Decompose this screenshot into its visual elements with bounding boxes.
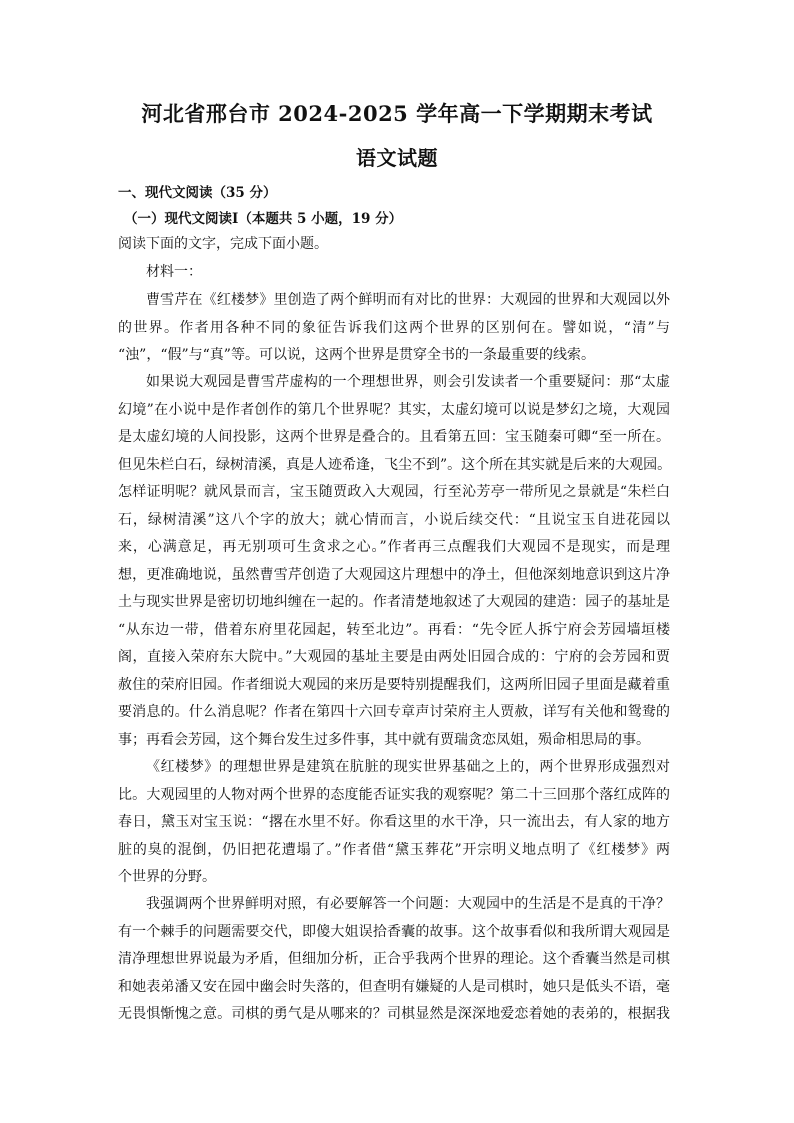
paragraph-line: 想，更准确地说，虽然曹雪芹创造了大观园这片理想中的净土，但他深刻地意识到这片净 [118,567,670,583]
paragraph-line: 事；再看会芳园，这个舞台发生过多件事，其中就有贾瑞贪恋凤姐，殒命相思局的事。 [118,732,650,748]
paragraph-line: 和她表弟潘又安在园中幽会时失落的，但查明有嫌疑的人是司棋时，她只是低头不语，毫 [118,979,670,995]
paragraph-line: 脏的臭的混倒，仍旧把花遭塌了。”作者借“黛玉葬花”开宗明义地点明了《红楼梦》两 [118,842,670,858]
paragraph-line: 怎样证明呢？就风景而言，宝玉随贾政入大观园，行至沁芳亭一带所见之景就是“朱栏白 [118,484,670,500]
paragraph-line: 石，绿树清溪”这八个字的放大；就心情而言，小说后续交代：“且说宝玉自进花园以 [118,512,670,528]
instructions-line: 阅读下面的文字，完成下面小题。 [118,236,328,252]
paragraph-line: 要消息的。什么消息呢？作者在第四十六回专章声讨荣府主人贾赦，详写有关他和鸳鸯的 [118,704,670,720]
paragraph-line: 来，心满意足，再无别项可生贪求之心。”作者再三点醒我们大观园不是现实，而是理 [118,539,670,555]
paragraph-line: 有一个棘手的问题需要交代，即傻大姐误拾香囊的故事。这个故事看似和我所谓大观园是 [118,924,670,940]
paragraph-line: 个世界的分野。 [118,869,216,885]
paragraph-line: 春日，黛玉对宝玉说：“撂在水里不好。你看这里的水干净，只一流出去，有人家的地方 [118,814,670,830]
document-subtitle: 语文试题 [356,146,438,170]
paragraph-line: 曹雪芹在《红楼梦》里创造了两个鲜明而有对比的世界：大观园的世界和大观园以外 [146,292,670,308]
paragraph-line: 我强调两个世界鲜明对照，有必要解答一个问题：大观园中的生活是不是真的干净？ [146,896,670,912]
paragraph-line: 比。大观园里的人物对两个世界的态度能否证实我的观察呢？第二十三回那个落红成阵的 [118,787,670,803]
paragraph-line: 《红楼梦》的理想世界是建筑在肮脏的现实世界基础之上的，两个世界形成强烈对 [146,759,670,775]
paragraph-line: 但见朱栏白石，绿树清溪，真是人迹希逢，飞尘不到”。这个所在其实就是后来的大观园。 [118,457,672,473]
paragraph-line: 的世界。作者用各种不同的象征告诉我们这两个世界的区别何在。譬如说，“清”与 [118,320,670,336]
section-heading-part1: 一、现代文阅读（35 分） [118,185,277,201]
section-heading-part1-1: （一）现代文阅读Ⅰ（本题共 5 小题，19 分） [124,211,403,227]
paragraph-line: 是太虚幻境的人间投影，这两个世界是叠合的。且看第五回：宝玉随秦可卿“至一所在。 [118,429,670,445]
document-title: 河北省邢台市 2024-2025 学年高一下学期期末考试 [141,101,653,126]
paragraph-line: “从东边一带，借着东府里花园起，转至北边”。再看：“先令匠人拆宁府会芳园墙垣楼 [118,622,670,638]
paragraph-line: 无畏惧惭愧之意。司棋的勇气是从哪来的？司棋显然是深深地爱恋着她的表弟的，根据我 [118,1006,670,1022]
paragraph-line: 如果说大观园是曹雪芹虚构的一个理想世界，则会引发读者一个重要疑问：那“太虚 [146,374,670,390]
paragraph-line: 赦住的荣府旧园。作者细说大观园的来历是要特别提醒我们，这两所旧园子里面是藏着重 [118,677,670,693]
paragraph-line: 幻境”在小说中是作者创作的第几个世界呢？其实，太虚幻境可以说是梦幻之境，大观园 [118,402,670,418]
paragraph-line: 清净理想世界说最为矛盾，但细加分析，正合乎我两个世界的理论。这个香囊当然是司棋 [118,951,670,967]
material-label: 材料一： [146,264,202,280]
paragraph-line: 土与现实世界是密切切地纠缠在一起的。作者清楚地叙述了大观园的建造：园子的基址是 [118,594,670,610]
paragraph-line: “浊”，“假”与“真”等。可以说，这两个世界是贯穿全书的一条最重要的线索。 [118,347,595,363]
paragraph-line: 阁，直接入荣府东大院中。”大观园的基址主要是由两处旧园合成的：宁府的会芳园和贾 [118,649,670,665]
